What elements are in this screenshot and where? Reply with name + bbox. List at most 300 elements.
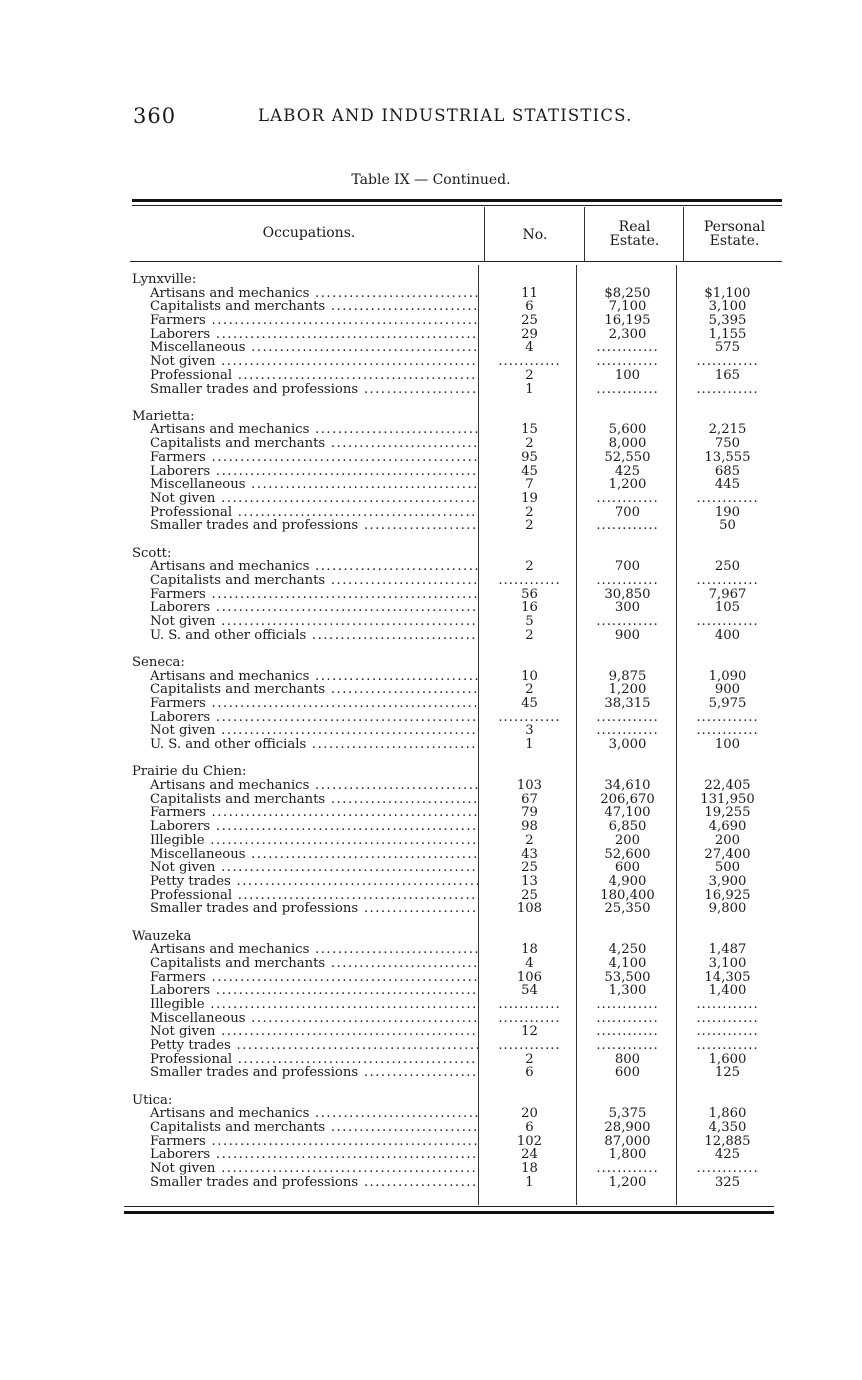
no-cell: 2	[525, 518, 534, 534]
section-name: Prairie du Chien:	[132, 765, 247, 780]
occupation-cell: Petty trades .....	[122, 1039, 478, 1053]
occupation-cell: Professional .....	[122, 369, 478, 383]
table-row	[122, 629, 782, 643]
real-estate-cell: ............	[596, 709, 659, 725]
no-cell: 25	[521, 887, 538, 903]
table-row	[122, 889, 782, 903]
occupation-cell: Professional .....	[122, 1053, 478, 1067]
table-row	[122, 615, 782, 629]
real-estate-cell: 200	[614, 832, 641, 848]
section-gap	[122, 396, 782, 410]
section-name: Marietta:	[132, 409, 195, 424]
personal-estate-cell: 2,215	[708, 422, 747, 438]
table-row	[122, 957, 782, 971]
occupation-cell: Petty trades .....	[122, 875, 478, 889]
table-row	[122, 848, 782, 862]
real-estate-cell: 700	[614, 504, 641, 520]
column-header-no: No.	[522, 227, 548, 243]
occupation-cell: Not given .....	[122, 492, 478, 506]
real-estate-cell: 52,600	[604, 846, 651, 862]
personal-estate-cell: 1,400	[708, 983, 747, 999]
occupation-cell: Farmers .....	[122, 451, 478, 465]
real-estate-cell: ............	[596, 572, 659, 588]
occupation-cell: Capitalists and merchants .....	[122, 683, 478, 697]
real-estate-cell: 2,300	[608, 326, 647, 342]
real-estate-cell: 38,315	[604, 696, 651, 712]
no-cell: 2	[525, 504, 534, 520]
real-estate-cell: 1,200	[608, 1174, 647, 1190]
table-row	[122, 683, 782, 697]
no-cell: 24	[521, 1147, 538, 1163]
occupation-cell: Not given .....	[122, 615, 478, 629]
no-cell: ............	[498, 1010, 561, 1026]
occupation-cell: Farmers .....	[122, 697, 478, 711]
table-row	[122, 560, 782, 574]
table-row	[122, 601, 782, 615]
personal-estate-cell: 250	[714, 559, 741, 575]
table-row	[122, 1053, 782, 1067]
real-estate-cell: 206,670	[600, 791, 655, 807]
no-cell: 2	[525, 1051, 534, 1067]
personal-estate-cell: 14,305	[704, 969, 751, 985]
real-estate-cell: 700	[614, 559, 641, 575]
real-estate-cell: 180,400	[600, 887, 655, 903]
occupation-cell: Smaller trades and professions .....	[122, 519, 478, 533]
personal-estate-cell: 900	[714, 682, 741, 698]
personal-estate-cell: 1,487	[708, 942, 747, 958]
no-cell: 2	[525, 682, 534, 698]
occupation-cell: Not given .....	[122, 1162, 478, 1176]
personal-estate-cell: 125	[714, 1065, 741, 1081]
occupation-cell: Miscellaneous .....	[122, 478, 478, 492]
real-estate-cell: $8,250	[604, 285, 651, 301]
real-estate-cell: 100	[614, 367, 641, 383]
personal-estate-cell: 105	[714, 600, 741, 616]
occupation-cell: Capitalists and merchants .....	[122, 300, 478, 314]
personal-estate-cell: ............	[696, 490, 759, 506]
personal-estate-cell: ............	[696, 1161, 759, 1177]
real-estate-cell: 52,550	[604, 449, 651, 465]
table-row	[122, 355, 782, 369]
table-caption: Table IX — Continued.	[351, 172, 511, 188]
table-row	[122, 519, 782, 533]
real-estate-cell: 600	[614, 1065, 641, 1081]
personal-estate-cell: 200	[714, 832, 741, 848]
table-row	[122, 820, 782, 834]
no-cell: 6	[525, 299, 534, 315]
column-header-real-estate: Real Estate.	[609, 219, 660, 249]
table-row	[122, 711, 782, 725]
no-cell: ............	[498, 572, 561, 588]
no-cell: 103	[516, 778, 543, 794]
no-cell: 19	[521, 490, 538, 506]
no-cell: 45	[521, 696, 538, 712]
personal-estate-cell: 7,967	[708, 586, 747, 602]
no-cell: 2	[525, 559, 534, 575]
real-estate-cell: 28,900	[604, 1120, 651, 1136]
occupation-cell: Capitalists and merchants .....	[122, 437, 478, 451]
table-row	[122, 1162, 782, 1176]
table-row	[122, 300, 782, 314]
personal-estate-cell: 3,100	[708, 955, 747, 971]
no-cell: 4	[525, 340, 534, 356]
occupation-cell: Laborers .....	[122, 465, 478, 479]
personal-estate-cell: 100	[714, 737, 741, 753]
no-cell: ............	[498, 996, 561, 1012]
occupation-cell: Artisans and mechanics .....	[122, 670, 478, 684]
section-heading-row	[122, 930, 782, 944]
real-estate-cell: 1,300	[608, 983, 647, 999]
table-row	[122, 943, 782, 957]
real-estate-cell: ............	[596, 340, 659, 356]
real-estate-cell: ............	[596, 354, 659, 370]
occupation-cell: Laborers .....	[122, 601, 478, 615]
real-estate-cell: ............	[596, 1010, 659, 1026]
occupation-cell: Smaller trades and professions .....	[122, 902, 478, 916]
section-heading-row	[122, 410, 782, 424]
table-row	[122, 588, 782, 602]
real-estate-cell: 4,900	[608, 873, 647, 889]
personal-estate-cell: 3,100	[708, 299, 747, 315]
personal-estate-cell: 5,975	[708, 696, 747, 712]
personal-estate-cell: ............	[696, 996, 759, 1012]
no-cell: 20	[521, 1106, 538, 1122]
no-cell: 13	[521, 873, 538, 889]
no-cell: 98	[521, 819, 538, 835]
occupation-cell: Capitalists and merchants .....	[122, 957, 478, 971]
occupation-cell: Laborers .....	[122, 820, 478, 834]
occupation-cell: Artisans and mechanics .....	[122, 943, 478, 957]
no-cell: 25	[521, 860, 538, 876]
occupation-cell: Capitalists and merchants .....	[122, 793, 478, 807]
data-table	[122, 199, 782, 1217]
occupation-cell: U. S. and other officials .....	[122, 738, 478, 752]
table-row	[122, 287, 782, 301]
table-row	[122, 984, 782, 998]
no-cell: ............	[498, 709, 561, 725]
header-bottom-rule	[130, 261, 782, 262]
no-cell: ............	[498, 354, 561, 370]
table-row	[122, 492, 782, 506]
real-estate-cell: ............	[596, 723, 659, 739]
table-row	[122, 1135, 782, 1149]
occupation-cell: Laborers .....	[122, 328, 478, 342]
real-estate-cell: 425	[614, 463, 641, 479]
occupation-cell: Laborers .....	[122, 984, 478, 998]
page-header	[133, 104, 663, 130]
occupation-cell: Miscellaneous .....	[122, 341, 478, 355]
real-estate-cell: ............	[596, 518, 659, 534]
real-estate-cell: 1,200	[608, 682, 647, 698]
running-title: LABOR AND INDUSTRIAL STATISTICS.	[258, 106, 633, 125]
section-heading-row	[122, 547, 782, 561]
table-row	[122, 465, 782, 479]
no-cell: 54	[521, 983, 538, 999]
real-estate-cell: 5,600	[608, 422, 647, 438]
personal-estate-cell: 4,690	[708, 819, 747, 835]
no-cell: 43	[521, 846, 538, 862]
occupation-cell: Farmers .....	[122, 971, 478, 985]
no-cell: 108	[516, 901, 543, 917]
occupation-cell: Farmers .....	[122, 1135, 478, 1149]
occupation-cell: Farmers .....	[122, 314, 478, 328]
table-row	[122, 697, 782, 711]
no-cell: 45	[521, 463, 538, 479]
section-name: Seneca:	[132, 655, 185, 670]
table-row	[122, 1025, 782, 1039]
table-row	[122, 779, 782, 793]
personal-estate-cell: 131,950	[700, 791, 755, 807]
occupation-cell: Professional .....	[122, 889, 478, 903]
no-cell: 18	[521, 942, 538, 958]
no-cell: 2	[525, 832, 534, 848]
personal-estate-cell: 575	[714, 340, 741, 356]
section-heading-row	[122, 765, 782, 779]
section-heading-row	[122, 656, 782, 670]
table-row	[122, 971, 782, 985]
personal-estate-cell: ............	[696, 354, 759, 370]
occupation-cell: Artisans and mechanics .....	[122, 779, 478, 793]
real-estate-cell: 30,850	[604, 586, 651, 602]
table-row	[122, 902, 782, 916]
no-cell: 95	[521, 449, 538, 465]
personal-estate-cell: 19,255	[704, 805, 751, 821]
occupation-cell: Capitalists and merchants .....	[122, 574, 478, 588]
no-cell: 4	[525, 955, 534, 971]
table-row	[122, 506, 782, 520]
personal-estate-cell: ............	[696, 614, 759, 629]
personal-estate-cell: 9,800	[708, 901, 747, 917]
occupation-cell: Artisans and mechanics .....	[122, 560, 478, 574]
table-row	[122, 1012, 782, 1026]
no-cell: 102	[516, 1133, 543, 1149]
no-cell: 12	[521, 1024, 538, 1040]
occupation-cell: Artisans and mechanics .....	[122, 423, 478, 437]
section-gap	[122, 916, 782, 930]
personal-estate-cell: ............	[696, 1010, 759, 1026]
real-estate-cell: 34,610	[604, 778, 651, 794]
section-name: Utica:	[132, 1093, 173, 1108]
real-estate-cell: 1,800	[608, 1147, 647, 1163]
section-gap	[122, 642, 782, 656]
occupation-cell: Laborers .....	[122, 1148, 478, 1162]
personal-estate-cell: ............	[696, 1038, 759, 1054]
occupation-cell: Not given .....	[122, 1025, 478, 1039]
personal-estate-cell: 50	[719, 518, 736, 534]
personal-estate-cell: 5,395	[708, 313, 747, 329]
section-name: Lynxville:	[132, 273, 197, 287]
no-cell: 67	[521, 791, 538, 807]
personal-estate-cell: 1,600	[708, 1051, 747, 1067]
no-cell: 10	[521, 668, 538, 684]
table-bottom-rule-thin	[124, 1206, 774, 1207]
table-row	[122, 369, 782, 383]
occupation-cell: Smaller trades and professions .....	[122, 1066, 478, 1080]
real-estate-cell: 800	[614, 1051, 641, 1067]
no-cell: 6	[525, 1065, 534, 1081]
occupation-cell: Illegible .....	[122, 998, 478, 1012]
table-row	[122, 1121, 782, 1135]
occupation-cell: Farmers .....	[122, 806, 478, 820]
column-divider	[683, 207, 684, 261]
no-cell: 3	[525, 723, 534, 739]
personal-estate-cell: ............	[696, 381, 759, 397]
no-cell: 2	[525, 627, 534, 643]
personal-estate-cell: ............	[696, 709, 759, 725]
section-name: Scott:	[132, 546, 172, 561]
occupation-cell: Illegible .....	[122, 834, 478, 848]
real-estate-cell: 8,000	[608, 436, 647, 452]
real-estate-cell: ............	[596, 996, 659, 1012]
table-row	[122, 314, 782, 328]
occupation-cell: U. S. and other officials .....	[122, 629, 478, 643]
no-cell: 18	[521, 1161, 538, 1177]
real-estate-cell: 600	[614, 860, 641, 876]
real-estate-cell: 300	[614, 600, 641, 616]
real-estate-cell: 47,100	[604, 805, 651, 821]
personal-estate-cell: 1,090	[708, 668, 747, 684]
real-estate-cell: 7,100	[608, 299, 647, 315]
personal-estate-cell: $1,100	[704, 285, 751, 301]
real-estate-cell: 900	[614, 627, 641, 643]
personal-estate-cell: ............	[696, 572, 759, 588]
real-estate-cell: 87,000	[604, 1133, 651, 1149]
table-row	[122, 834, 782, 848]
real-estate-cell: 3,000	[608, 737, 647, 753]
occupation-cell: Smaller trades and professions .....	[122, 383, 478, 397]
no-cell: 1	[525, 381, 534, 397]
real-estate-cell: ............	[596, 1024, 659, 1040]
no-cell: 11	[521, 285, 538, 301]
personal-estate-cell: 16,925	[704, 887, 751, 903]
personal-estate-cell: ............	[696, 1024, 759, 1040]
column-divider	[484, 207, 485, 261]
table-row	[122, 738, 782, 752]
table-row	[122, 875, 782, 889]
occupation-cell: Farmers .....	[122, 588, 478, 602]
real-estate-cell: ............	[596, 614, 659, 629]
personal-estate-cell: 1,155	[708, 326, 747, 342]
personal-estate-cell: 190	[714, 504, 741, 520]
table-row	[122, 574, 782, 588]
section-gap	[122, 1080, 782, 1094]
table-row	[122, 793, 782, 807]
section-heading-row	[122, 1094, 782, 1108]
column-divider	[584, 207, 585, 261]
personal-estate-cell: ............	[696, 723, 759, 739]
real-estate-cell: 53,500	[604, 969, 651, 985]
no-cell: 25	[521, 313, 538, 329]
section-name: Wauzeka	[132, 929, 192, 944]
table-row	[122, 423, 782, 437]
personal-estate-cell: 425	[714, 1147, 741, 1163]
section-gap	[122, 752, 782, 766]
personal-estate-cell: 750	[714, 436, 741, 452]
table-row	[122, 383, 782, 397]
personal-estate-cell: 3,900	[708, 873, 747, 889]
real-estate-cell: 6,850	[608, 819, 647, 835]
personal-estate-cell: 165	[714, 367, 741, 383]
no-cell: 6	[525, 1120, 534, 1136]
real-estate-cell: 1,200	[608, 477, 647, 493]
real-estate-cell: 25,350	[604, 901, 651, 917]
personal-estate-cell: 12,885	[704, 1133, 751, 1149]
real-estate-cell: 16,195	[604, 313, 651, 329]
table-body	[122, 273, 782, 1190]
occupation-cell: Artisans and mechanics .....	[122, 287, 478, 301]
personal-estate-cell: 4,350	[708, 1120, 747, 1136]
occupation-cell: Miscellaneous .....	[122, 848, 478, 862]
no-cell: 2	[525, 367, 534, 383]
occupation-cell: Not given .....	[122, 861, 478, 875]
no-cell: ............	[498, 1038, 561, 1054]
occupation-cell: Artisans and mechanics .....	[122, 1107, 478, 1121]
personal-estate-cell: 325	[714, 1174, 741, 1190]
no-cell: 1	[525, 1174, 534, 1190]
no-cell: 16	[521, 600, 538, 616]
table-row	[122, 670, 782, 684]
no-cell: 79	[521, 805, 538, 821]
occupation-cell: Laborers .....	[122, 711, 478, 725]
occupation-cell: Not given .....	[122, 355, 478, 369]
no-cell: 5	[525, 614, 534, 629]
personal-estate-cell: 27,400	[704, 846, 751, 862]
personal-estate-cell: 22,405	[704, 778, 751, 794]
personal-estate-cell: 1,860	[708, 1106, 747, 1122]
no-cell: 29	[521, 326, 538, 342]
occupation-cell: Miscellaneous .....	[122, 1012, 478, 1026]
no-cell: 56	[521, 586, 538, 602]
column-header-personal-estate: Personal Estate.	[703, 219, 766, 249]
real-estate-cell: 9,875	[608, 668, 647, 684]
page-number: 360	[133, 104, 177, 128]
table-bottom-rule	[124, 1211, 774, 1214]
real-estate-cell: 4,250	[608, 942, 647, 958]
table-row	[122, 478, 782, 492]
table-row	[122, 451, 782, 465]
section-gap	[122, 533, 782, 547]
table-row	[122, 341, 782, 355]
no-cell: 15	[521, 422, 538, 438]
personal-estate-cell: 445	[714, 477, 741, 493]
personal-estate-cell: 685	[714, 463, 741, 479]
table-row	[122, 1148, 782, 1162]
column-header-occupations: Occupations.	[262, 225, 356, 241]
table-row	[122, 1176, 782, 1190]
table-row	[122, 806, 782, 820]
personal-estate-cell: 13,555	[704, 449, 751, 465]
personal-estate-cell: 400	[714, 627, 741, 643]
occupation-cell: Smaller trades and professions .....	[122, 1176, 478, 1190]
section-heading-row	[122, 273, 782, 287]
occupation-cell: Not given .....	[122, 724, 478, 738]
no-cell: 106	[516, 969, 543, 985]
table-row	[122, 1107, 782, 1121]
table-row	[122, 437, 782, 451]
table-row	[122, 1066, 782, 1080]
personal-estate-cell: 500	[714, 860, 741, 876]
real-estate-cell: 5,375	[608, 1106, 647, 1122]
occupation-cell: Professional .....	[122, 506, 478, 520]
real-estate-cell: ............	[596, 1161, 659, 1177]
real-estate-cell: ............	[596, 1038, 659, 1054]
real-estate-cell: 4,100	[608, 955, 647, 971]
table-top-rule-thin	[132, 205, 782, 206]
real-estate-cell: ............	[596, 490, 659, 506]
no-cell: 7	[525, 477, 534, 493]
table-row	[122, 998, 782, 1012]
no-cell: 1	[525, 737, 534, 753]
